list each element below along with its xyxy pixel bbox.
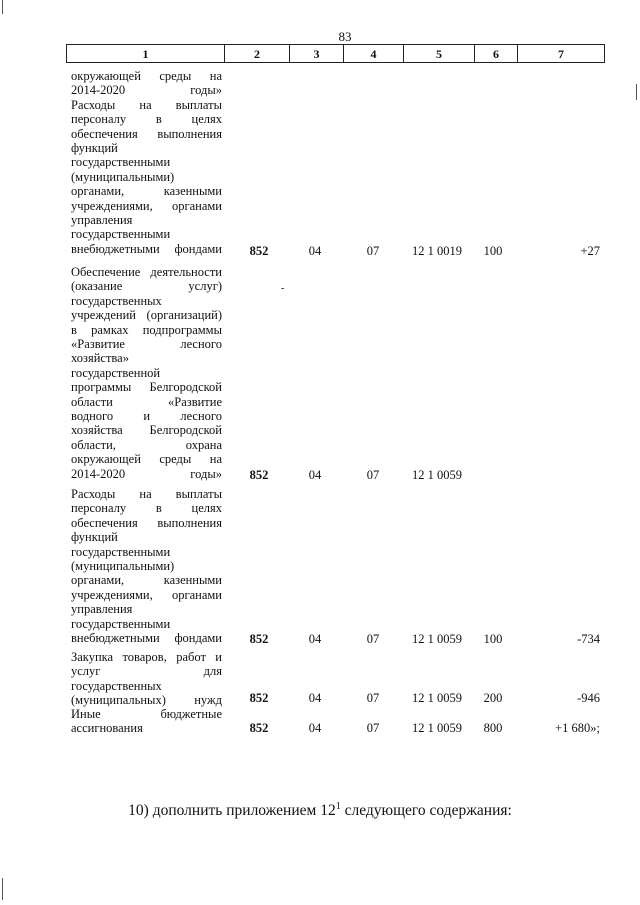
description-line: области, охрана [71, 437, 222, 452]
stray-mark: - [281, 283, 285, 294]
description-line: услуг для [71, 664, 222, 679]
row-5-col-5: 12 1 0059 [412, 721, 462, 735]
closing-text-tail: следующего содержания: [340, 802, 512, 820]
description-line: Закупка товаров, работ и [71, 650, 222, 664]
description-line: внебюджетными фондами [71, 241, 222, 256]
description-line: функций [71, 530, 118, 545]
closing-paragraph [0, 801, 640, 820]
description-line: персоналу в целях [71, 112, 222, 127]
row-2-col-2: 852 [249, 468, 269, 482]
row-5-description [71, 707, 222, 736]
description-line: государственными [71, 155, 171, 170]
description-line: области «Развитие [71, 394, 222, 409]
description-line: (муниципальными) [71, 169, 175, 184]
row-3-col-6: 100 [483, 632, 503, 646]
description-line: обеспечения выполнения [71, 126, 222, 141]
description-line: Расходы на выплаты [71, 487, 222, 501]
row-3-col-4: 07 [366, 632, 380, 646]
col-header-6: 6 [475, 45, 518, 62]
row-4-col-3: 04 [308, 691, 322, 705]
description-line: государственных [71, 678, 162, 693]
row-3-col-2: 852 [249, 632, 269, 646]
description-line: программы Белгородской [71, 380, 222, 395]
description-line: хозяйства» [71, 351, 129, 366]
description-line: государственными [71, 227, 171, 242]
row-4-col-2: 852 [249, 691, 269, 705]
description-line: учреждениями, органами [71, 587, 222, 602]
col-header-7: 7 [558, 47, 564, 61]
row-5-col-3: 04 [308, 721, 322, 735]
description-line: «Развитие лесного [71, 337, 222, 352]
description-line: 2014-2020 годы» [71, 466, 222, 481]
description-line: обеспечения выполнения [71, 515, 222, 530]
row-4-description [71, 650, 222, 708]
row-5-col-2: 852 [249, 721, 269, 735]
description-line: государственных [71, 293, 162, 308]
col-header-5: 5 [404, 45, 475, 62]
description-line: водного и лесного [71, 409, 222, 424]
row-5-col-6: 800 [483, 721, 503, 735]
description-line: органами, казенными [71, 184, 222, 199]
margin-mark-top [2, 0, 3, 14]
margin-mark-bottom [2, 878, 3, 900]
row-3-col-5: 12 1 0059 [412, 632, 462, 646]
description-line: государственными [71, 616, 171, 631]
row-2-description [71, 265, 222, 481]
description-line: окружающей среды на [71, 69, 222, 83]
row-1-col-4: 07 [366, 244, 380, 258]
description-line: окружающей среды на [71, 452, 222, 467]
row-1-col-6: 100 [483, 244, 503, 258]
description-line: управления [71, 213, 133, 228]
description-line: Иные бюджетные [71, 707, 222, 721]
row-5-col-4: 07 [366, 721, 380, 735]
row-5-col-7: +1 680»; [555, 721, 600, 735]
row-4-col-4: 07 [366, 691, 380, 705]
description-line: персоналу в целях [71, 501, 222, 516]
description-line: (муниципальных) нужд [71, 693, 222, 708]
row-2-col-4: 07 [366, 468, 380, 482]
closing-text: 10) дополнить приложением 12 [128, 802, 336, 820]
description-line: Расходы на выплаты [71, 97, 222, 112]
row-1-description [71, 69, 222, 256]
description-line: хозяйства Белгородской [71, 423, 222, 438]
row-1-col-7: +27 [580, 244, 600, 258]
row-1-col-2: 852 [249, 244, 269, 258]
row-2-col-3: 04 [308, 468, 322, 482]
page-number: 83 [338, 29, 352, 44]
description-line: государственными [71, 544, 171, 559]
row-1-col-3: 04 [308, 244, 322, 258]
col-header-2: 2 [225, 45, 290, 62]
description-line: государственной [71, 365, 161, 380]
col-header-4: 4 [344, 45, 404, 62]
description-line: учреждениями, органами [71, 198, 222, 213]
description-line: учреждений (организаций) [71, 308, 222, 323]
row-3-col-3: 04 [308, 632, 322, 646]
margin-mark-right-edge [636, 84, 637, 100]
table-header [66, 44, 605, 63]
description-line: функций [71, 141, 118, 156]
description-line: (муниципальными) [71, 559, 175, 574]
row-4-col-6: 200 [483, 691, 503, 705]
col-header-1: 1 [67, 45, 225, 62]
row-3-description [71, 487, 222, 645]
description-line: органами, казенными [71, 573, 222, 588]
description-line: внебюджетными фондами [71, 631, 222, 646]
description-line: ассигнования [71, 721, 143, 736]
row-4-col-7: -946 [577, 691, 600, 705]
row-3-col-7: -734 [577, 632, 600, 646]
description-line: в рамках подпрограммы [71, 322, 222, 337]
description-line: (оказание услуг) [71, 279, 222, 294]
closing-superscript: 1 [335, 801, 341, 812]
row-1-col-5: 12 1 0019 [412, 244, 462, 258]
col-header-3: 3 [290, 45, 344, 62]
description-line: Обеспечение деятельности [71, 265, 222, 279]
row-2-col-5: 12 1 0059 [412, 468, 462, 482]
row-4-col-5: 12 1 0059 [412, 691, 462, 705]
description-line: управления [71, 602, 133, 617]
description-line: 2014-2020 годы» [71, 83, 222, 98]
